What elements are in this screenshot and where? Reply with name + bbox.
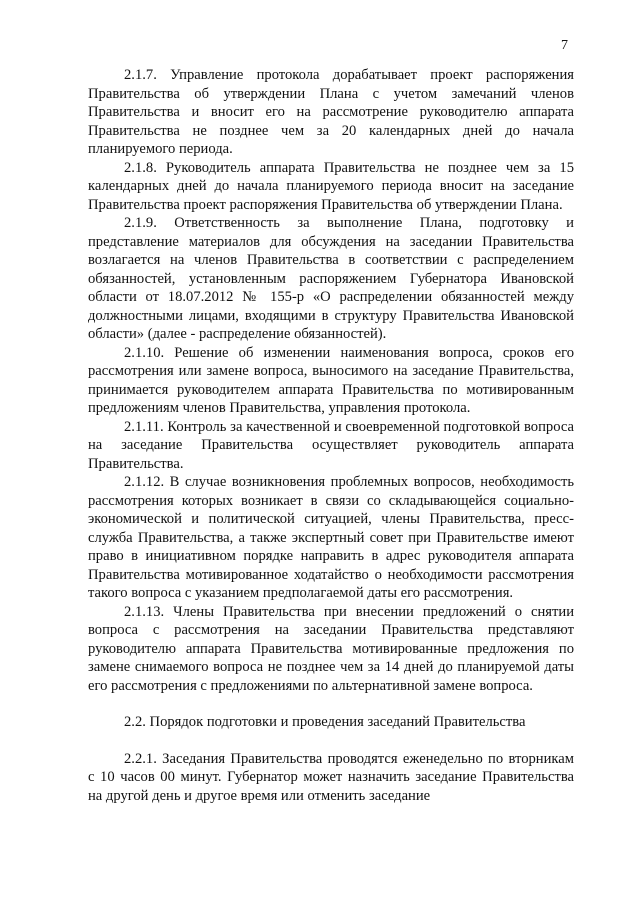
paragraph-2-1-12: 2.1.12. В случае возникновения проблемных вопросов, необходимость рассмотрения которых возникает в связи со складывающейся социально-экономической и политической ситуацией, члены Правительства, пресс-служба Правительства, а также экспертный совет при Правительстве имеют право в инициативном порядке направить в адрес руководителя аппарата Правительства мотивированное ходатайство о необходимости рассмотрения такого вопроса с указанием предполагаемой даты его рассмотрения. bbox=[88, 474, 574, 601]
paragraph-2-1-8: 2.1.8. Руководитель аппарата Правительства не позднее чем за 15 календарных дней до начала планируемого периода вносит на заседание Правительства проект распоряжения Правительства об утверждении Плана. bbox=[88, 159, 574, 213]
paragraph-2-2-1: 2.2.1. Заседания Правительства проводятся еженедельно по вторникам с 10 часов 00 минут. Губернатор может назначить заседание Правительства на другой день и другое время или отменить заседание bbox=[88, 750, 574, 804]
paragraph-2-1-9: 2.1.9. Ответственность за выполнение Плана, подготовку и представление материалов для обсуждения на заседании Правительства возлагается на членов Правительства в соответствии с распределением обязанностей, установленным распоряжением Губернатора Ивановской области от 18.07.2012 № 155-р «О распределении обязанностей между должностными лицами, входящими в структуру Правительства Ивановской области» (далее - распределение обязанностей). bbox=[88, 215, 574, 342]
section-heading-2-2: 2.2. Порядок подготовки и проведения заседаний Правительства bbox=[124, 714, 526, 730]
paragraph-2-1-7: 2.1.7. Управление протокола дорабатывает проект распоряжения Правительства об утверждении Плана с учетом замечаний членов Правительства и вносит его на рассмотрение руководителю аппарата Правительства не позднее чем за 20 календарных дней до начала планируемого периода. bbox=[88, 67, 574, 157]
paragraph-2-1-13: 2.1.13. Члены Правительства при внесении предложений о снятии вопроса с рассмотрения на заседании Правительства представляют руководителю аппарата Правительства мотивированные предложения по замене снимаемого вопроса не позднее чем за 14 дней до планируемой даты его рассмотрения с предложениями по альтернативной замене вопроса. bbox=[88, 603, 574, 694]
paragraph-2-1-10: 2.1.10. Решение об изменении наименования вопроса, сроков его рассмотрения или замене вопроса, выносимого на заседание Правительства, принимается руководителем аппарата Правительства по мотивированным предложениям членов Правительства, управления протокола. bbox=[88, 344, 574, 416]
document-body bbox=[88, 66, 574, 805]
paragraph-2-1-11: 2.1.11. Контроль за качественной и своевременной подготовкой вопроса на заседание Правительства осуществляет руководитель аппарата Правительства. bbox=[88, 418, 574, 472]
page-number: 7 bbox=[561, 38, 568, 53]
